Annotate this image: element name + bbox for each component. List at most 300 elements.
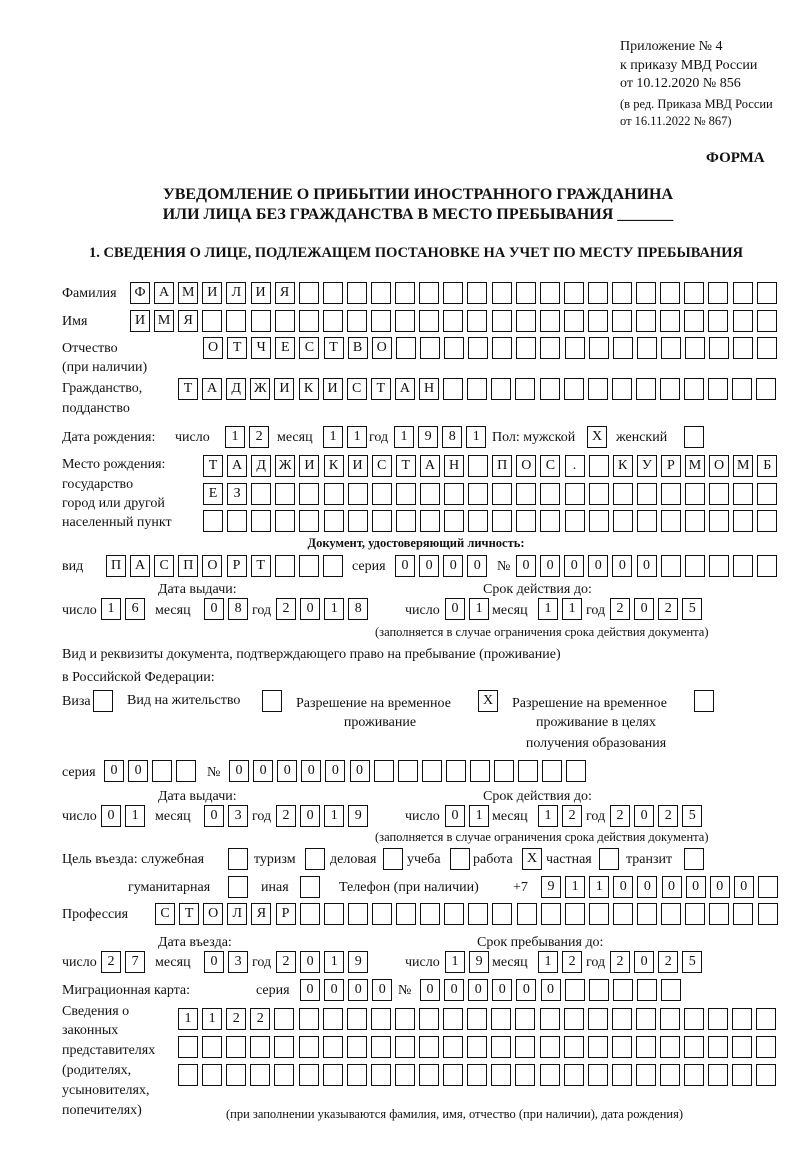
char-box[interactable] xyxy=(470,760,490,782)
char-box[interactable]: М xyxy=(154,310,174,332)
char-box[interactable] xyxy=(732,1064,752,1086)
char-box[interactable] xyxy=(324,483,344,505)
char-box[interactable] xyxy=(299,483,319,505)
char-box[interactable] xyxy=(305,848,325,870)
char-box[interactable] xyxy=(756,378,776,400)
char-box[interactable]: А xyxy=(420,455,440,477)
char-box[interactable] xyxy=(589,510,609,532)
char-box[interactable]: А xyxy=(130,555,150,577)
char-box[interactable] xyxy=(371,1008,391,1030)
char-box[interactable] xyxy=(613,337,633,359)
char-box[interactable]: Л xyxy=(227,903,247,925)
char-box[interactable]: 0 xyxy=(300,598,320,620)
char-box[interactable] xyxy=(396,903,416,925)
char-box[interactable] xyxy=(250,1036,270,1058)
char-box[interactable] xyxy=(468,510,488,532)
char-box[interactable]: 1 xyxy=(125,805,145,827)
char-box[interactable]: 2 xyxy=(276,951,296,973)
char-box[interactable]: 2 xyxy=(226,1008,246,1030)
char-box[interactable] xyxy=(347,1036,367,1058)
char-box[interactable] xyxy=(250,1064,270,1086)
char-box[interactable]: 2 xyxy=(610,598,630,620)
char-box[interactable] xyxy=(444,903,464,925)
char-box[interactable]: 1 xyxy=(565,876,585,898)
char-box[interactable]: О xyxy=(202,555,222,577)
char-box[interactable]: 1 xyxy=(538,951,558,973)
char-box[interactable]: А xyxy=(154,282,174,304)
char-box[interactable] xyxy=(565,510,585,532)
char-box[interactable]: 0 xyxy=(300,951,320,973)
char-box[interactable] xyxy=(588,378,608,400)
char-box[interactable] xyxy=(757,310,777,332)
char-box[interactable] xyxy=(612,1036,632,1058)
char-box[interactable]: Т xyxy=(251,555,271,577)
char-box[interactable] xyxy=(347,1064,367,1086)
char-box[interactable]: Т xyxy=(324,337,344,359)
char-box[interactable] xyxy=(589,337,609,359)
char-box[interactable]: С xyxy=(372,455,392,477)
char-box[interactable]: 0 xyxy=(443,555,463,577)
char-box[interactable]: О xyxy=(372,337,392,359)
char-box[interactable]: 2 xyxy=(250,1008,270,1030)
char-box[interactable] xyxy=(492,903,512,925)
char-box[interactable] xyxy=(589,455,609,477)
char-box[interactable]: 1 xyxy=(347,426,367,448)
char-box[interactable] xyxy=(226,1064,246,1086)
char-box[interactable]: 0 xyxy=(372,979,392,1001)
char-box[interactable] xyxy=(226,310,246,332)
char-box[interactable]: Р xyxy=(227,555,247,577)
char-box[interactable] xyxy=(419,1008,439,1030)
char-box[interactable] xyxy=(708,282,728,304)
char-box[interactable]: 2 xyxy=(249,426,269,448)
char-box[interactable] xyxy=(299,282,319,304)
char-box[interactable] xyxy=(443,282,463,304)
char-box[interactable] xyxy=(251,310,271,332)
char-box[interactable]: 2 xyxy=(610,805,630,827)
char-box[interactable] xyxy=(661,337,681,359)
char-box[interactable] xyxy=(685,555,705,577)
char-box[interactable]: 0 xyxy=(540,555,560,577)
char-box[interactable] xyxy=(540,1036,560,1058)
char-box[interactable] xyxy=(444,337,464,359)
char-box[interactable] xyxy=(371,1036,391,1058)
char-box[interactable] xyxy=(323,282,343,304)
char-box[interactable] xyxy=(756,1036,776,1058)
char-box[interactable]: 0 xyxy=(564,555,584,577)
char-box[interactable] xyxy=(685,337,705,359)
char-box[interactable] xyxy=(395,1036,415,1058)
char-box[interactable] xyxy=(371,1064,391,1086)
char-box[interactable] xyxy=(420,510,440,532)
char-box[interactable]: 1 xyxy=(469,805,489,827)
char-box[interactable]: 0 xyxy=(662,876,682,898)
char-box[interactable]: Т xyxy=(227,337,247,359)
char-box[interactable] xyxy=(588,310,608,332)
char-box[interactable] xyxy=(732,378,752,400)
char-box[interactable]: А xyxy=(395,378,415,400)
char-box[interactable]: 0 xyxy=(128,760,148,782)
char-box[interactable] xyxy=(419,310,439,332)
char-box[interactable] xyxy=(468,337,488,359)
char-box[interactable]: Б xyxy=(757,455,777,477)
char-box[interactable]: И xyxy=(274,378,294,400)
char-box[interactable] xyxy=(660,1064,680,1086)
char-box[interactable] xyxy=(709,510,729,532)
char-box[interactable] xyxy=(564,310,584,332)
char-box[interactable] xyxy=(733,903,753,925)
char-box[interactable] xyxy=(637,337,657,359)
char-box[interactable] xyxy=(446,760,466,782)
char-box[interactable]: Ж xyxy=(250,378,270,400)
char-box[interactable]: 0 xyxy=(710,876,730,898)
char-box[interactable] xyxy=(347,310,367,332)
char-box[interactable]: 0 xyxy=(467,555,487,577)
char-box[interactable]: 0 xyxy=(734,876,754,898)
char-box[interactable]: 1 xyxy=(466,426,486,448)
char-box[interactable]: 0 xyxy=(492,979,512,1001)
char-box[interactable]: 0 xyxy=(588,555,608,577)
char-box[interactable] xyxy=(299,310,319,332)
char-box[interactable] xyxy=(612,282,632,304)
char-box[interactable] xyxy=(274,1064,294,1086)
char-box[interactable]: 0 xyxy=(325,760,345,782)
char-box[interactable] xyxy=(637,510,657,532)
char-box[interactable] xyxy=(467,1064,487,1086)
char-box[interactable]: А xyxy=(227,455,247,477)
char-box[interactable]: А xyxy=(202,378,222,400)
char-box[interactable] xyxy=(323,1036,343,1058)
char-box[interactable]: У xyxy=(637,455,657,477)
char-box[interactable]: 1 xyxy=(394,426,414,448)
char-box[interactable] xyxy=(178,1064,198,1086)
char-box[interactable] xyxy=(588,282,608,304)
char-box[interactable] xyxy=(540,378,560,400)
char-box[interactable] xyxy=(565,483,585,505)
char-box[interactable] xyxy=(660,310,680,332)
char-box[interactable]: 8 xyxy=(348,598,368,620)
char-box[interactable]: 0 xyxy=(101,805,121,827)
char-box[interactable] xyxy=(661,483,681,505)
char-box[interactable] xyxy=(732,1036,752,1058)
char-box[interactable] xyxy=(419,1064,439,1086)
char-box[interactable]: 5 xyxy=(682,805,702,827)
char-box[interactable] xyxy=(494,760,514,782)
char-box[interactable] xyxy=(684,848,704,870)
char-box[interactable]: 1 xyxy=(562,598,582,620)
char-box[interactable] xyxy=(612,378,632,400)
char-box[interactable] xyxy=(684,1036,704,1058)
char-box[interactable]: 0 xyxy=(419,555,439,577)
char-box[interactable] xyxy=(540,282,560,304)
char-box[interactable] xyxy=(395,282,415,304)
char-box[interactable]: 9 xyxy=(348,805,368,827)
char-box[interactable]: Е xyxy=(203,483,223,505)
char-box[interactable] xyxy=(660,282,680,304)
char-box[interactable]: Т xyxy=(203,455,223,477)
char-box[interactable]: . xyxy=(565,455,585,477)
char-box[interactable] xyxy=(756,1064,776,1086)
char-box[interactable] xyxy=(323,1064,343,1086)
char-box[interactable] xyxy=(516,310,536,332)
char-box[interactable] xyxy=(516,337,536,359)
char-box[interactable]: 0 xyxy=(612,555,632,577)
char-box[interactable]: 7 xyxy=(125,951,145,973)
char-box[interactable] xyxy=(348,903,368,925)
char-box[interactable]: Т xyxy=(396,455,416,477)
char-box[interactable] xyxy=(178,1036,198,1058)
char-box[interactable] xyxy=(275,555,295,577)
char-box[interactable]: 9 xyxy=(541,876,561,898)
char-box[interactable] xyxy=(515,378,535,400)
char-box[interactable] xyxy=(323,310,343,332)
char-box[interactable] xyxy=(491,1064,511,1086)
char-box[interactable] xyxy=(468,483,488,505)
char-box[interactable] xyxy=(347,282,367,304)
char-box[interactable] xyxy=(226,1036,246,1058)
char-box[interactable] xyxy=(275,510,295,532)
char-box[interactable] xyxy=(661,555,681,577)
char-box[interactable]: Ч xyxy=(251,337,271,359)
char-box[interactable]: М xyxy=(685,455,705,477)
char-box[interactable] xyxy=(564,378,584,400)
char-box[interactable]: 0 xyxy=(468,979,488,1001)
char-box[interactable] xyxy=(347,1008,367,1030)
char-box[interactable]: 9 xyxy=(418,426,438,448)
char-box[interactable]: 0 xyxy=(277,760,297,782)
char-box[interactable]: 2 xyxy=(658,951,678,973)
char-box[interactable]: 0 xyxy=(204,598,224,620)
char-box[interactable]: 0 xyxy=(301,760,321,782)
char-box[interactable]: М xyxy=(733,455,753,477)
char-box[interactable]: X xyxy=(522,848,542,870)
char-box[interactable]: 0 xyxy=(204,951,224,973)
char-box[interactable] xyxy=(348,510,368,532)
char-box[interactable] xyxy=(733,310,753,332)
char-box[interactable] xyxy=(299,1036,319,1058)
char-box[interactable]: 2 xyxy=(101,951,121,973)
char-box[interactable] xyxy=(299,1008,319,1030)
char-box[interactable] xyxy=(516,510,536,532)
char-box[interactable]: X xyxy=(587,426,607,448)
char-box[interactable] xyxy=(450,848,470,870)
char-box[interactable] xyxy=(515,1008,535,1030)
char-box[interactable]: М xyxy=(178,282,198,304)
char-box[interactable] xyxy=(757,282,777,304)
char-box[interactable]: 3 xyxy=(228,951,248,973)
char-box[interactable]: 0 xyxy=(253,760,273,782)
char-box[interactable]: 0 xyxy=(637,555,657,577)
char-box[interactable] xyxy=(637,903,657,925)
char-box[interactable] xyxy=(588,1036,608,1058)
char-box[interactable]: 1 xyxy=(324,805,344,827)
char-box[interactable]: 1 xyxy=(225,426,245,448)
char-box[interactable] xyxy=(374,760,394,782)
char-box[interactable] xyxy=(756,1008,776,1030)
char-box[interactable]: Т xyxy=(178,378,198,400)
char-box[interactable] xyxy=(685,510,705,532)
char-box[interactable] xyxy=(324,510,344,532)
char-box[interactable]: 2 xyxy=(276,598,296,620)
char-box[interactable]: 0 xyxy=(104,760,124,782)
char-box[interactable] xyxy=(612,1008,632,1030)
char-box[interactable] xyxy=(467,1036,487,1058)
char-box[interactable]: И xyxy=(299,455,319,477)
char-box[interactable] xyxy=(274,1008,294,1030)
char-box[interactable] xyxy=(637,483,657,505)
char-box[interactable]: Я xyxy=(251,903,271,925)
char-box[interactable] xyxy=(491,1008,511,1030)
char-box[interactable] xyxy=(492,282,512,304)
char-box[interactable]: 0 xyxy=(516,555,536,577)
char-box[interactable] xyxy=(564,282,584,304)
char-box[interactable]: 0 xyxy=(229,760,249,782)
char-box[interactable] xyxy=(566,760,586,782)
char-box[interactable] xyxy=(371,282,391,304)
char-box[interactable] xyxy=(420,903,440,925)
char-box[interactable] xyxy=(300,903,320,925)
char-box[interactable] xyxy=(661,510,681,532)
char-box[interactable] xyxy=(636,310,656,332)
char-box[interactable]: Н xyxy=(444,455,464,477)
char-box[interactable]: X xyxy=(478,690,498,712)
char-box[interactable]: О xyxy=(709,455,729,477)
char-box[interactable]: Т xyxy=(371,378,391,400)
char-box[interactable] xyxy=(443,310,463,332)
char-box[interactable] xyxy=(709,555,729,577)
char-box[interactable] xyxy=(757,483,777,505)
char-box[interactable] xyxy=(299,1064,319,1086)
char-box[interactable] xyxy=(419,1036,439,1058)
char-box[interactable] xyxy=(613,483,633,505)
char-box[interactable] xyxy=(589,903,609,925)
char-box[interactable] xyxy=(420,337,440,359)
char-box[interactable]: Е xyxy=(275,337,295,359)
char-box[interactable]: 0 xyxy=(300,805,320,827)
char-box[interactable] xyxy=(684,1064,704,1086)
char-box[interactable]: 6 xyxy=(125,598,145,620)
char-box[interactable]: 9 xyxy=(348,951,368,973)
char-box[interactable] xyxy=(518,760,538,782)
char-box[interactable] xyxy=(684,1008,704,1030)
char-box[interactable]: 2 xyxy=(562,805,582,827)
char-box[interactable] xyxy=(444,510,464,532)
char-box[interactable]: 0 xyxy=(613,876,633,898)
char-box[interactable] xyxy=(422,760,442,782)
char-box[interactable]: 0 xyxy=(348,979,368,1001)
char-box[interactable] xyxy=(515,1036,535,1058)
char-box[interactable] xyxy=(395,1064,415,1086)
char-box[interactable] xyxy=(694,690,714,712)
char-box[interactable] xyxy=(93,690,113,712)
char-box[interactable] xyxy=(757,337,777,359)
char-box[interactable]: 0 xyxy=(541,979,561,1001)
char-box[interactable] xyxy=(636,1008,656,1030)
char-box[interactable] xyxy=(275,483,295,505)
char-box[interactable] xyxy=(660,1008,680,1030)
char-box[interactable]: 1 xyxy=(445,951,465,973)
char-box[interactable] xyxy=(684,282,704,304)
char-box[interactable]: 0 xyxy=(350,760,370,782)
char-box[interactable] xyxy=(540,510,560,532)
char-box[interactable] xyxy=(228,848,248,870)
char-box[interactable]: И xyxy=(251,282,271,304)
char-box[interactable]: 1 xyxy=(324,598,344,620)
char-box[interactable] xyxy=(443,1064,463,1086)
char-box[interactable] xyxy=(251,510,271,532)
char-box[interactable]: И xyxy=(348,455,368,477)
char-box[interactable]: С xyxy=(540,455,560,477)
char-box[interactable] xyxy=(613,510,633,532)
char-box[interactable] xyxy=(274,1036,294,1058)
char-box[interactable]: П xyxy=(178,555,198,577)
char-box[interactable] xyxy=(565,337,585,359)
char-box[interactable] xyxy=(491,378,511,400)
char-box[interactable] xyxy=(542,760,562,782)
char-box[interactable]: Д xyxy=(251,455,271,477)
char-box[interactable] xyxy=(540,310,560,332)
char-box[interactable] xyxy=(757,555,777,577)
char-box[interactable]: 1 xyxy=(538,598,558,620)
char-box[interactable] xyxy=(660,378,680,400)
char-box[interactable] xyxy=(613,979,633,1001)
char-box[interactable] xyxy=(202,1036,222,1058)
char-box[interactable] xyxy=(684,378,704,400)
char-box[interactable]: 2 xyxy=(658,598,678,620)
char-box[interactable] xyxy=(709,903,729,925)
char-box[interactable] xyxy=(540,483,560,505)
char-box[interactable]: И xyxy=(202,282,222,304)
char-box[interactable]: К xyxy=(299,378,319,400)
char-box[interactable] xyxy=(588,1064,608,1086)
char-box[interactable]: И xyxy=(323,378,343,400)
char-box[interactable]: 0 xyxy=(634,951,654,973)
char-box[interactable] xyxy=(467,378,487,400)
char-box[interactable] xyxy=(372,903,392,925)
char-box[interactable] xyxy=(443,1008,463,1030)
char-box[interactable] xyxy=(589,483,609,505)
char-box[interactable] xyxy=(152,760,172,782)
char-box[interactable] xyxy=(612,1064,632,1086)
char-box[interactable] xyxy=(492,510,512,532)
char-box[interactable]: И xyxy=(130,310,150,332)
char-box[interactable]: 2 xyxy=(658,805,678,827)
char-box[interactable] xyxy=(491,1036,511,1058)
char-box[interactable]: Ф xyxy=(130,282,150,304)
char-box[interactable] xyxy=(372,483,392,505)
char-box[interactable]: Р xyxy=(661,455,681,477)
char-box[interactable] xyxy=(443,1036,463,1058)
char-box[interactable] xyxy=(613,903,633,925)
char-box[interactable]: Т xyxy=(179,903,199,925)
char-box[interactable]: 2 xyxy=(276,805,296,827)
char-box[interactable] xyxy=(564,1064,584,1086)
char-box[interactable]: З xyxy=(227,483,247,505)
char-box[interactable]: 8 xyxy=(442,426,462,448)
char-box[interactable] xyxy=(467,1008,487,1030)
char-box[interactable] xyxy=(300,876,320,898)
char-box[interactable]: 0 xyxy=(444,979,464,1001)
char-box[interactable] xyxy=(395,1008,415,1030)
char-box[interactable] xyxy=(371,310,391,332)
char-box[interactable] xyxy=(515,1064,535,1086)
char-box[interactable] xyxy=(661,903,681,925)
char-box[interactable] xyxy=(396,510,416,532)
char-box[interactable] xyxy=(636,378,656,400)
char-box[interactable]: 1 xyxy=(324,951,344,973)
char-box[interactable] xyxy=(565,903,585,925)
char-box[interactable]: 1 xyxy=(202,1008,222,1030)
